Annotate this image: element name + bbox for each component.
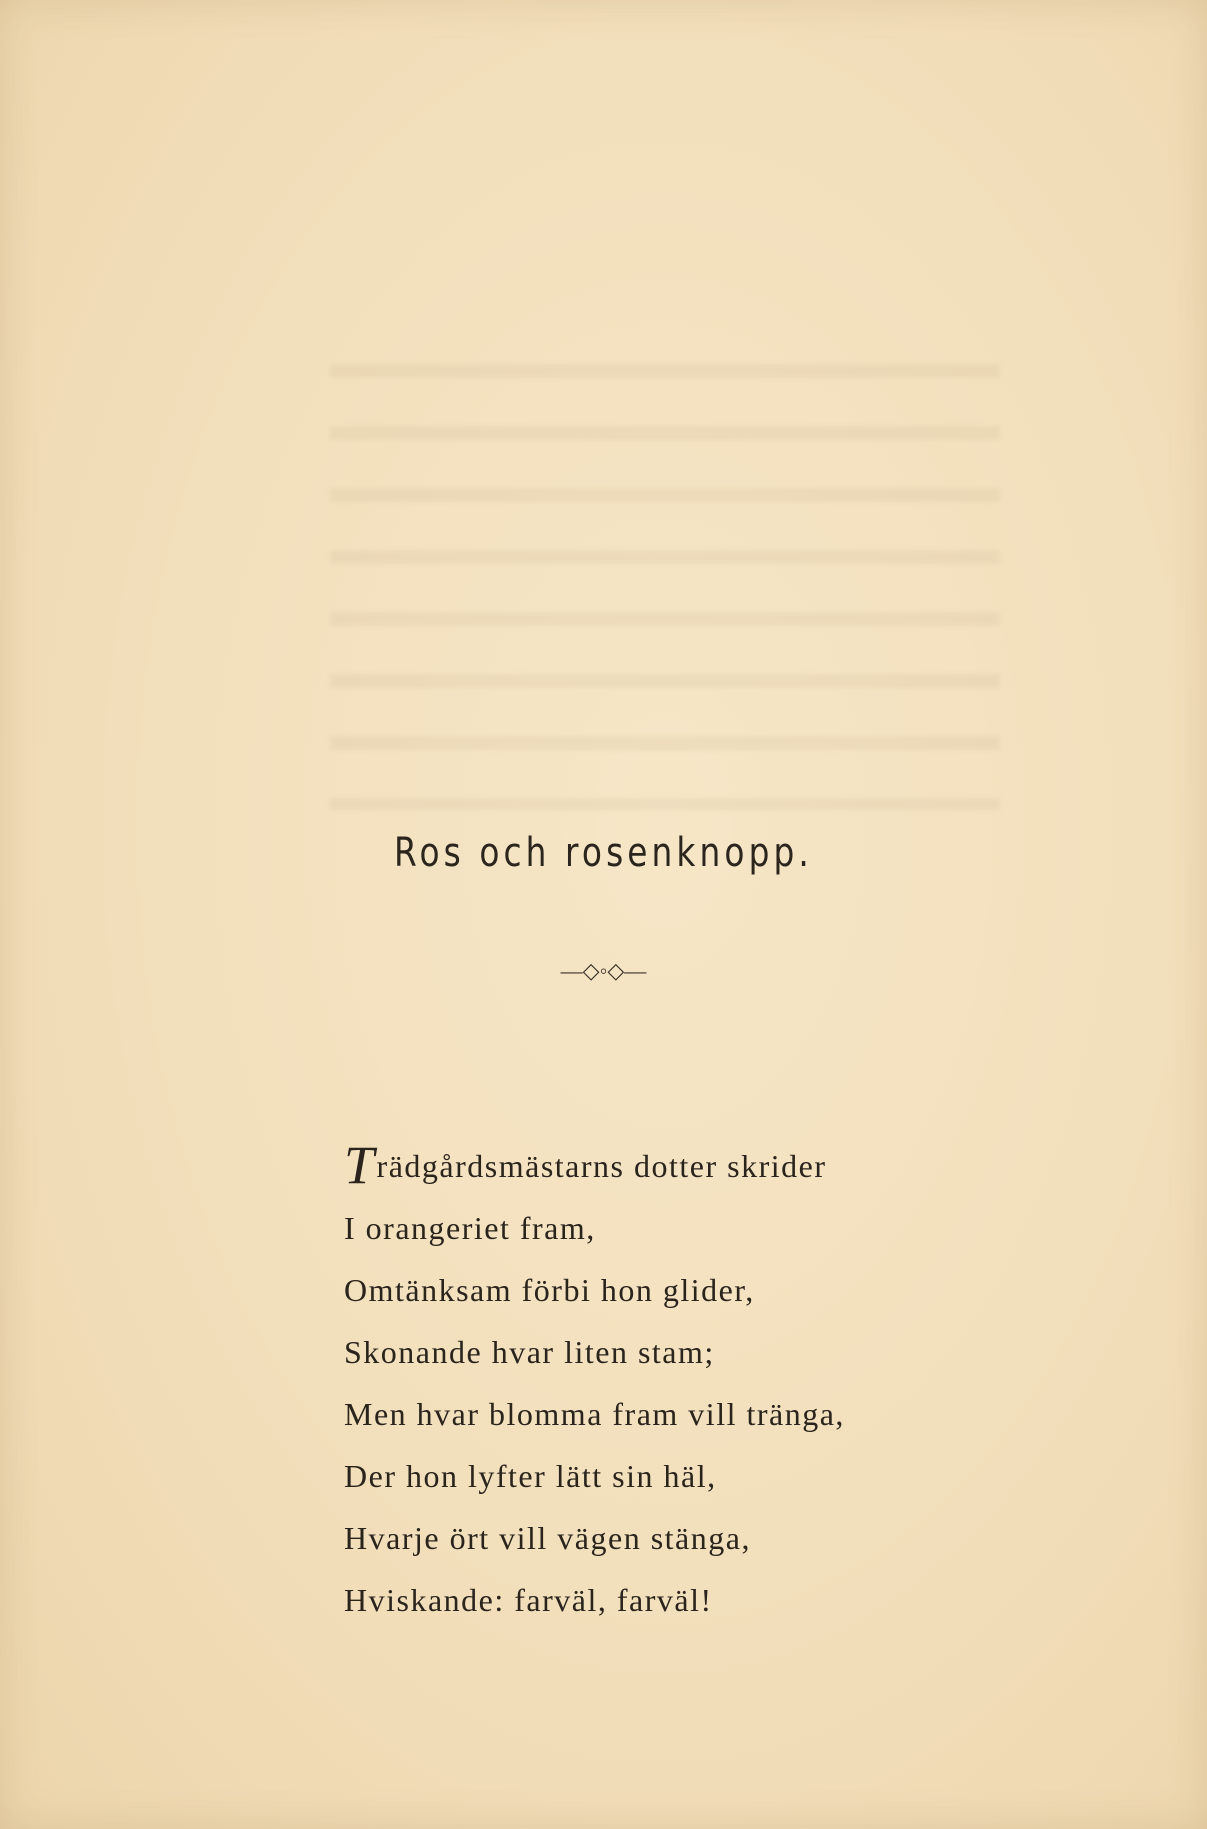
poem-line-2: I orangeriet fram, [344, 1210, 596, 1246]
poem-title: Ros och rosenknopp. [394, 830, 813, 876]
poem-line-3: Omtänksam förbi hon glider, [344, 1272, 755, 1308]
poem-line-4: Skonande hvar liten stam; [344, 1334, 715, 1370]
poem-stanza [344, 1135, 1044, 1631]
bleed-through-text [330, 330, 1000, 810]
poem-line-8: Hviskande: farväl, farväl! [344, 1582, 713, 1618]
poem-line-5: Men hvar blomma fram vill tränga, [344, 1396, 845, 1432]
ornament-divider: —◇◦◇— [560, 958, 647, 983]
poem-line-6: Der hon lyfter lätt sin häl, [344, 1458, 717, 1494]
poem-line-1 [344, 1135, 1044, 1197]
drop-cap: T [344, 1135, 376, 1195]
poem-line-text: rädgårdsmästarns dotter skrider [376, 1148, 827, 1184]
poem-line-7: Hvarje ört vill vägen stänga, [344, 1520, 751, 1556]
